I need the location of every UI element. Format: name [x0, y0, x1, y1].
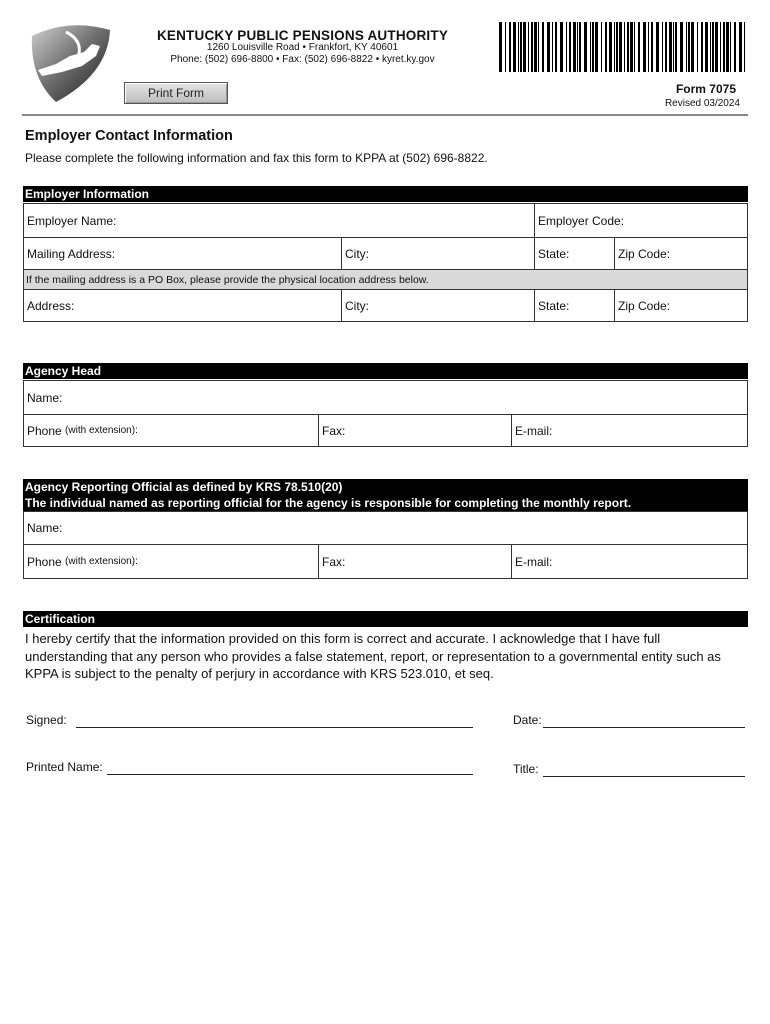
employer-information-table	[23, 203, 748, 322]
barcode-bar	[523, 22, 526, 72]
agency-head-name-label: Name:	[27, 390, 63, 405]
signed-label: Signed:	[26, 713, 67, 727]
barcode-bar	[555, 22, 557, 72]
barcode-bar	[579, 22, 581, 72]
section-certification: Certification	[23, 611, 748, 627]
barcode-bar	[528, 22, 529, 72]
barcode-bar	[710, 22, 711, 72]
barcode-bar	[518, 22, 519, 72]
section-employer-information: Employer Information	[23, 186, 748, 202]
employer-name-field[interactable]	[24, 204, 534, 237]
employer-name-label: Employer Name:	[27, 213, 117, 228]
physical-state-label: State:	[538, 298, 570, 313]
print-form-button[interactable]: Print Form	[124, 82, 228, 104]
reporting-official-phone-hint: (with extension):	[65, 556, 138, 567]
barcode-bar	[656, 22, 659, 72]
mailing-address-field[interactable]	[24, 238, 341, 269]
barcode-bar	[592, 22, 594, 72]
employer-code-label: Employer Code:	[538, 213, 625, 228]
reporting-official-table	[23, 511, 748, 579]
barcode-bar	[590, 22, 591, 72]
barcode-bar	[609, 22, 612, 72]
barcode-bar	[705, 22, 708, 72]
agency-head-phone-hint: (with extension):	[65, 425, 138, 436]
barcode-bar	[686, 22, 687, 72]
agency-head-name-field[interactable]	[24, 381, 747, 414]
barcode-bar	[648, 22, 649, 72]
barcode-bar	[634, 22, 635, 72]
date-label: Date:	[513, 713, 542, 727]
barcode-bar	[627, 22, 629, 72]
reporting-official-heading: Agency Reporting Official as defined by KRS 78.510(20)	[25, 480, 343, 494]
agency-head-table	[23, 380, 748, 447]
barcode-bar	[730, 22, 731, 72]
certification-text: I hereby certify that the information provided on this form is correct and accurate. I acknowledge that I have full understanding that any person who provides a false statement, report, or representation to a governmental entity such as KPPA is subject to the penalty of perjury in accordance with KRS 523.010, et seq.	[25, 631, 721, 681]
barcode	[499, 22, 749, 72]
mailing-zip-label: Zip Code:	[618, 246, 671, 261]
reporting-official-email-field[interactable]	[511, 545, 747, 578]
barcode-bar	[680, 22, 683, 72]
agency-head-fax-field[interactable]	[318, 415, 511, 446]
barcode-bar	[614, 22, 615, 72]
barcode-bar	[669, 22, 672, 72]
printed-name-label: Printed Name:	[26, 760, 103, 774]
barcode-bar	[734, 22, 736, 72]
mailing-address-label: Mailing Address:	[27, 246, 116, 261]
barcode-bar	[547, 22, 550, 72]
mailing-state-label: State:	[538, 246, 570, 261]
employer-code-field[interactable]	[534, 204, 747, 237]
barcode-bar	[624, 22, 625, 72]
barcode-bar	[726, 22, 729, 72]
po-box-note: If the mailing address is a PO Box, please provide the physical location address below.	[24, 269, 747, 289]
reporting-official-fax-field[interactable]	[318, 545, 511, 578]
reporting-official-subheading: The individual named as reporting official for the agency is responsible for completing the monthly report.	[25, 496, 632, 510]
mailing-city-field[interactable]	[341, 238, 534, 269]
mailing-state-field[interactable]	[534, 238, 614, 269]
barcode-bar	[630, 22, 633, 72]
barcode-bar	[723, 22, 725, 72]
physical-address-label: Address:	[27, 298, 75, 313]
date-line[interactable]	[543, 727, 745, 728]
title-line[interactable]	[543, 776, 745, 777]
barcode-bar	[616, 22, 618, 72]
barcode-bar	[744, 22, 745, 72]
barcode-bar	[662, 22, 663, 72]
barcode-bar	[739, 22, 742, 72]
mailing-city-label: City:	[345, 246, 369, 261]
barcode-bar	[715, 22, 718, 72]
org-contact: Phone: (502) 696-8800 • Fax: (502) 696-8822 • kyret.ky.gov	[170, 54, 435, 65]
barcode-bar	[638, 22, 640, 72]
form-revised-date: Revised 03/2024	[664, 98, 740, 109]
reporting-official-name-field[interactable]	[24, 512, 747, 544]
page-instructions: Please complete the following information and fax this form to KPPA at (502) 696-8822.	[25, 151, 488, 165]
barcode-bar	[720, 22, 721, 72]
physical-city-field[interactable]	[341, 290, 534, 321]
agency-head-email-field[interactable]	[511, 415, 747, 446]
barcode-bar	[675, 22, 677, 72]
barcode-bar	[534, 22, 537, 72]
barcode-bar	[605, 22, 607, 72]
barcode-bar	[673, 22, 674, 72]
barcode-bar	[701, 22, 703, 72]
physical-city-label: City:	[345, 298, 369, 313]
section-reporting-official	[23, 479, 748, 511]
barcode-bar	[601, 22, 602, 72]
form-number: Form 7075	[675, 82, 736, 96]
org-name: KENTUCKY PUBLIC PENSIONS AUTHORITY	[156, 28, 449, 43]
reporting-official-phone-label: Phone	[27, 554, 62, 569]
barcode-bar	[566, 22, 567, 72]
agency-head-phone-label: Phone	[27, 423, 62, 438]
physical-state-field[interactable]	[534, 290, 614, 321]
page-title: Employer Contact Information	[25, 128, 233, 144]
mailing-zip-field[interactable]	[614, 238, 747, 269]
barcode-bar	[619, 22, 622, 72]
agency-head-fax-label: Fax:	[322, 423, 346, 438]
barcode-bar	[691, 22, 694, 72]
printed-name-line[interactable]	[107, 774, 473, 775]
barcode-bar	[573, 22, 576, 72]
reporting-official-fax-label: Fax:	[322, 554, 346, 569]
barcode-bar	[531, 22, 533, 72]
barcode-bar	[520, 22, 522, 72]
barcode-bar	[542, 22, 544, 72]
reporting-official-email-label: E-mail:	[515, 554, 553, 569]
barcode-bar	[643, 22, 646, 72]
signed-line[interactable]	[76, 727, 473, 728]
section-agency-head: Agency Head	[23, 363, 748, 379]
org-address: 1260 Louisville Road • Frankfort, KY 40601	[206, 42, 399, 53]
agency-head-phone-field[interactable]	[24, 415, 318, 446]
barcode-bar	[552, 22, 553, 72]
barcode-bar	[505, 22, 506, 72]
barcode-bar	[499, 22, 502, 72]
barcode-bar	[665, 22, 667, 72]
reporting-official-phone-field[interactable]	[24, 545, 318, 578]
barcode-bar	[712, 22, 714, 72]
header-divider	[22, 114, 748, 116]
barcode-bar	[584, 22, 587, 72]
agency-head-email-label: E-mail:	[515, 423, 553, 438]
barcode-bar	[595, 22, 598, 72]
barcode-bar	[569, 22, 571, 72]
barcode-bar	[697, 22, 698, 72]
reporting-official-name-label: Name:	[27, 521, 63, 535]
physical-zip-field[interactable]	[614, 290, 747, 321]
barcode-bar	[513, 22, 516, 72]
barcode-bar	[509, 22, 511, 72]
physical-zip-label: Zip Code:	[618, 298, 671, 313]
barcode-bar	[577, 22, 578, 72]
barcode-bar	[560, 22, 563, 72]
title-label: Title:	[513, 762, 539, 776]
barcode-bar	[538, 22, 539, 72]
barcode-bar	[688, 22, 690, 72]
physical-address-field[interactable]	[24, 290, 341, 321]
barcode-bar	[651, 22, 653, 72]
